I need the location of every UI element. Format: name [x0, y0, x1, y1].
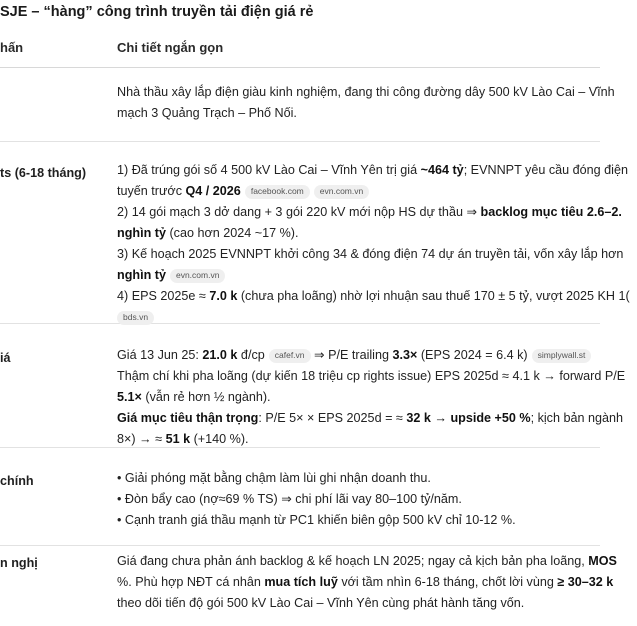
detail-line — [117, 160, 637, 181]
source-chip[interactable]: evn.com.vn — [314, 185, 369, 199]
detail-text: Thậm chí khi pha loãng (dự kiến 18 triệu cp rights issue) EPS 2025d ≈ 4.1 k → forward P/E — [117, 369, 626, 383]
detail-bold: ~464 tỷ — [420, 163, 464, 177]
detail-bold: Giá mục tiêu thận trọng — [117, 411, 259, 425]
detail-line — [117, 345, 637, 366]
detail-text: ; kịch bản ngành — [530, 411, 624, 425]
table-row-risks — [0, 448, 600, 546]
table-row-catalysts — [0, 142, 630, 324]
detail-line — [117, 572, 637, 593]
detail-line: theo dõi tiến độ gói 500 kV Lào Cai – Vĩnh Yên cùng phát hành tăng vốn. — [117, 596, 525, 610]
detail-line: • Giải phóng mặt bằng chậm làm lùi ghi nhận doanh thu. — [117, 471, 431, 485]
detail-text: 4) EPS 2025e ≈ — [117, 289, 210, 303]
header-col-2: Chi tiết ngắn gọn — [117, 40, 224, 55]
detail-line: • Đòn bẩy cao (nợ≈69 % TS) ⇒ chi phí lãi vay 80–100 tỷ/năm. — [117, 492, 462, 506]
summary-table — [0, 28, 630, 610]
row-detail — [117, 82, 637, 124]
table-header — [0, 28, 600, 68]
row-detail — [117, 551, 637, 614]
detail-bold: 21.0 k — [202, 348, 238, 362]
detail-line — [117, 286, 637, 307]
table-row-recommendation — [0, 546, 617, 626]
detail-text: tuyến trước — [117, 184, 186, 198]
detail-text: 8×) → ≈ — [117, 432, 166, 446]
detail-line — [117, 387, 637, 408]
detail-bold: mua tích luỹ — [264, 575, 338, 589]
detail-bold: ≥ 30–32 k — [557, 575, 614, 589]
detail-text: (cao hơn 2024 ~17 %). — [165, 226, 299, 240]
detail-text: đ/cp — [237, 348, 265, 362]
row-detail — [117, 160, 637, 328]
detail-bold: Q4 / 2026 — [185, 184, 241, 198]
detail-bold: MOS — [588, 554, 617, 568]
detail-line — [117, 429, 637, 450]
detail-text: ⇒ P/E trailing — [310, 348, 393, 362]
detail-text: 1) Đã trúng gói số 4 500 kV Lào Cai – Vĩnh Yên trị giá — [117, 163, 421, 177]
source-chip[interactable]: cafef.vn — [269, 349, 311, 363]
row-detail — [117, 468, 637, 531]
row-label: ts (6-18 tháng) — [0, 166, 87, 180]
detail-bold: 7.0 k — [209, 289, 238, 303]
detail-bold: 5.1× — [117, 390, 142, 404]
detail-line — [117, 265, 637, 286]
detail-bold: backlog mục tiêu 2.6–2. — [480, 205, 622, 219]
detail-bold: 32 k → upside +50 % — [406, 411, 531, 425]
source-chip[interactable]: evn.com.vn — [170, 269, 225, 283]
detail-line — [117, 223, 637, 244]
detail-text: ; EVNNPT yêu cầu đóng điện — [463, 163, 628, 177]
source-chip[interactable]: facebook.com — [245, 185, 310, 199]
detail-text: với tầm nhìn 6-18 tháng, chốt lời vùng — [337, 575, 558, 589]
row-label: iá — [0, 351, 11, 365]
row-label: n nghị — [0, 556, 38, 570]
detail-line: mạch 3 Quảng Trạch – Phố Nối. — [117, 106, 297, 120]
detail-text: Giá đang chưa phản ánh backlog & kế hoạch LN 2025; ngay cả kịch bản pha loãng, — [117, 554, 589, 568]
detail-line — [117, 244, 637, 265]
source-chip[interactable]: bds.vn — [117, 311, 154, 325]
header-col-1: hấn — [0, 40, 24, 55]
detail-line — [117, 202, 637, 223]
detail-bold: 3.3× — [392, 348, 418, 362]
detail-bold: nghìn tỷ — [117, 226, 166, 240]
table-row-overview — [0, 68, 615, 142]
detail-text: 3) Kế hoạch 2025 EVNNPT khởi công 34 & đóng điện 74 dự án truyền tải, vốn xây lắp hơn — [117, 247, 624, 261]
row-detail — [117, 345, 637, 450]
table-row-valuation — [0, 324, 626, 448]
detail-text: (EPS 2024 = 6.4 k) — [417, 348, 528, 362]
detail-text: %. Phù hợp NĐT cá nhân — [117, 575, 265, 589]
detail-line — [117, 551, 637, 572]
detail-text: Giá 13 Jun 25: — [117, 348, 203, 362]
detail-text: (chưa pha loãng) nhờ lợi nhuận sau thuế 170 ± 5 tỷ, vượt 2025 KH 1( — [237, 289, 630, 303]
detail-line — [117, 408, 637, 429]
detail-bold: 51 k — [165, 432, 191, 446]
detail-text: (vẫn rẻ hơn ½ ngành). — [141, 390, 271, 404]
detail-line — [117, 366, 637, 387]
detail-line: • Cạnh tranh giá thầu mạnh từ PC1 khiến biên gộp 500 kV chỉ 10-12 %. — [117, 513, 516, 527]
detail-text: 2) 14 gói mạch 3 dở dang + 3 gói 220 kV mới nộp HS dự thầu ⇒ — [117, 205, 481, 219]
row-label: chính — [0, 474, 34, 488]
detail-line: Nhà thầu xây lắp điện giàu kinh nghiệm, đang thi công đường dây 500 kV Lào Cai – Vĩnh — [117, 85, 615, 99]
detail-text: (+140 %). — [190, 432, 249, 446]
detail-line — [117, 181, 637, 202]
detail-bold: nghìn tỷ — [117, 268, 166, 282]
source-chip[interactable]: simplywall.st — [532, 349, 592, 363]
page-title: SJE – “hàng” công trình truyền tải điện giá rẻ — [0, 4, 314, 20]
detail-text: : P/E 5× × EPS 2025d = ≈ — [258, 411, 407, 425]
